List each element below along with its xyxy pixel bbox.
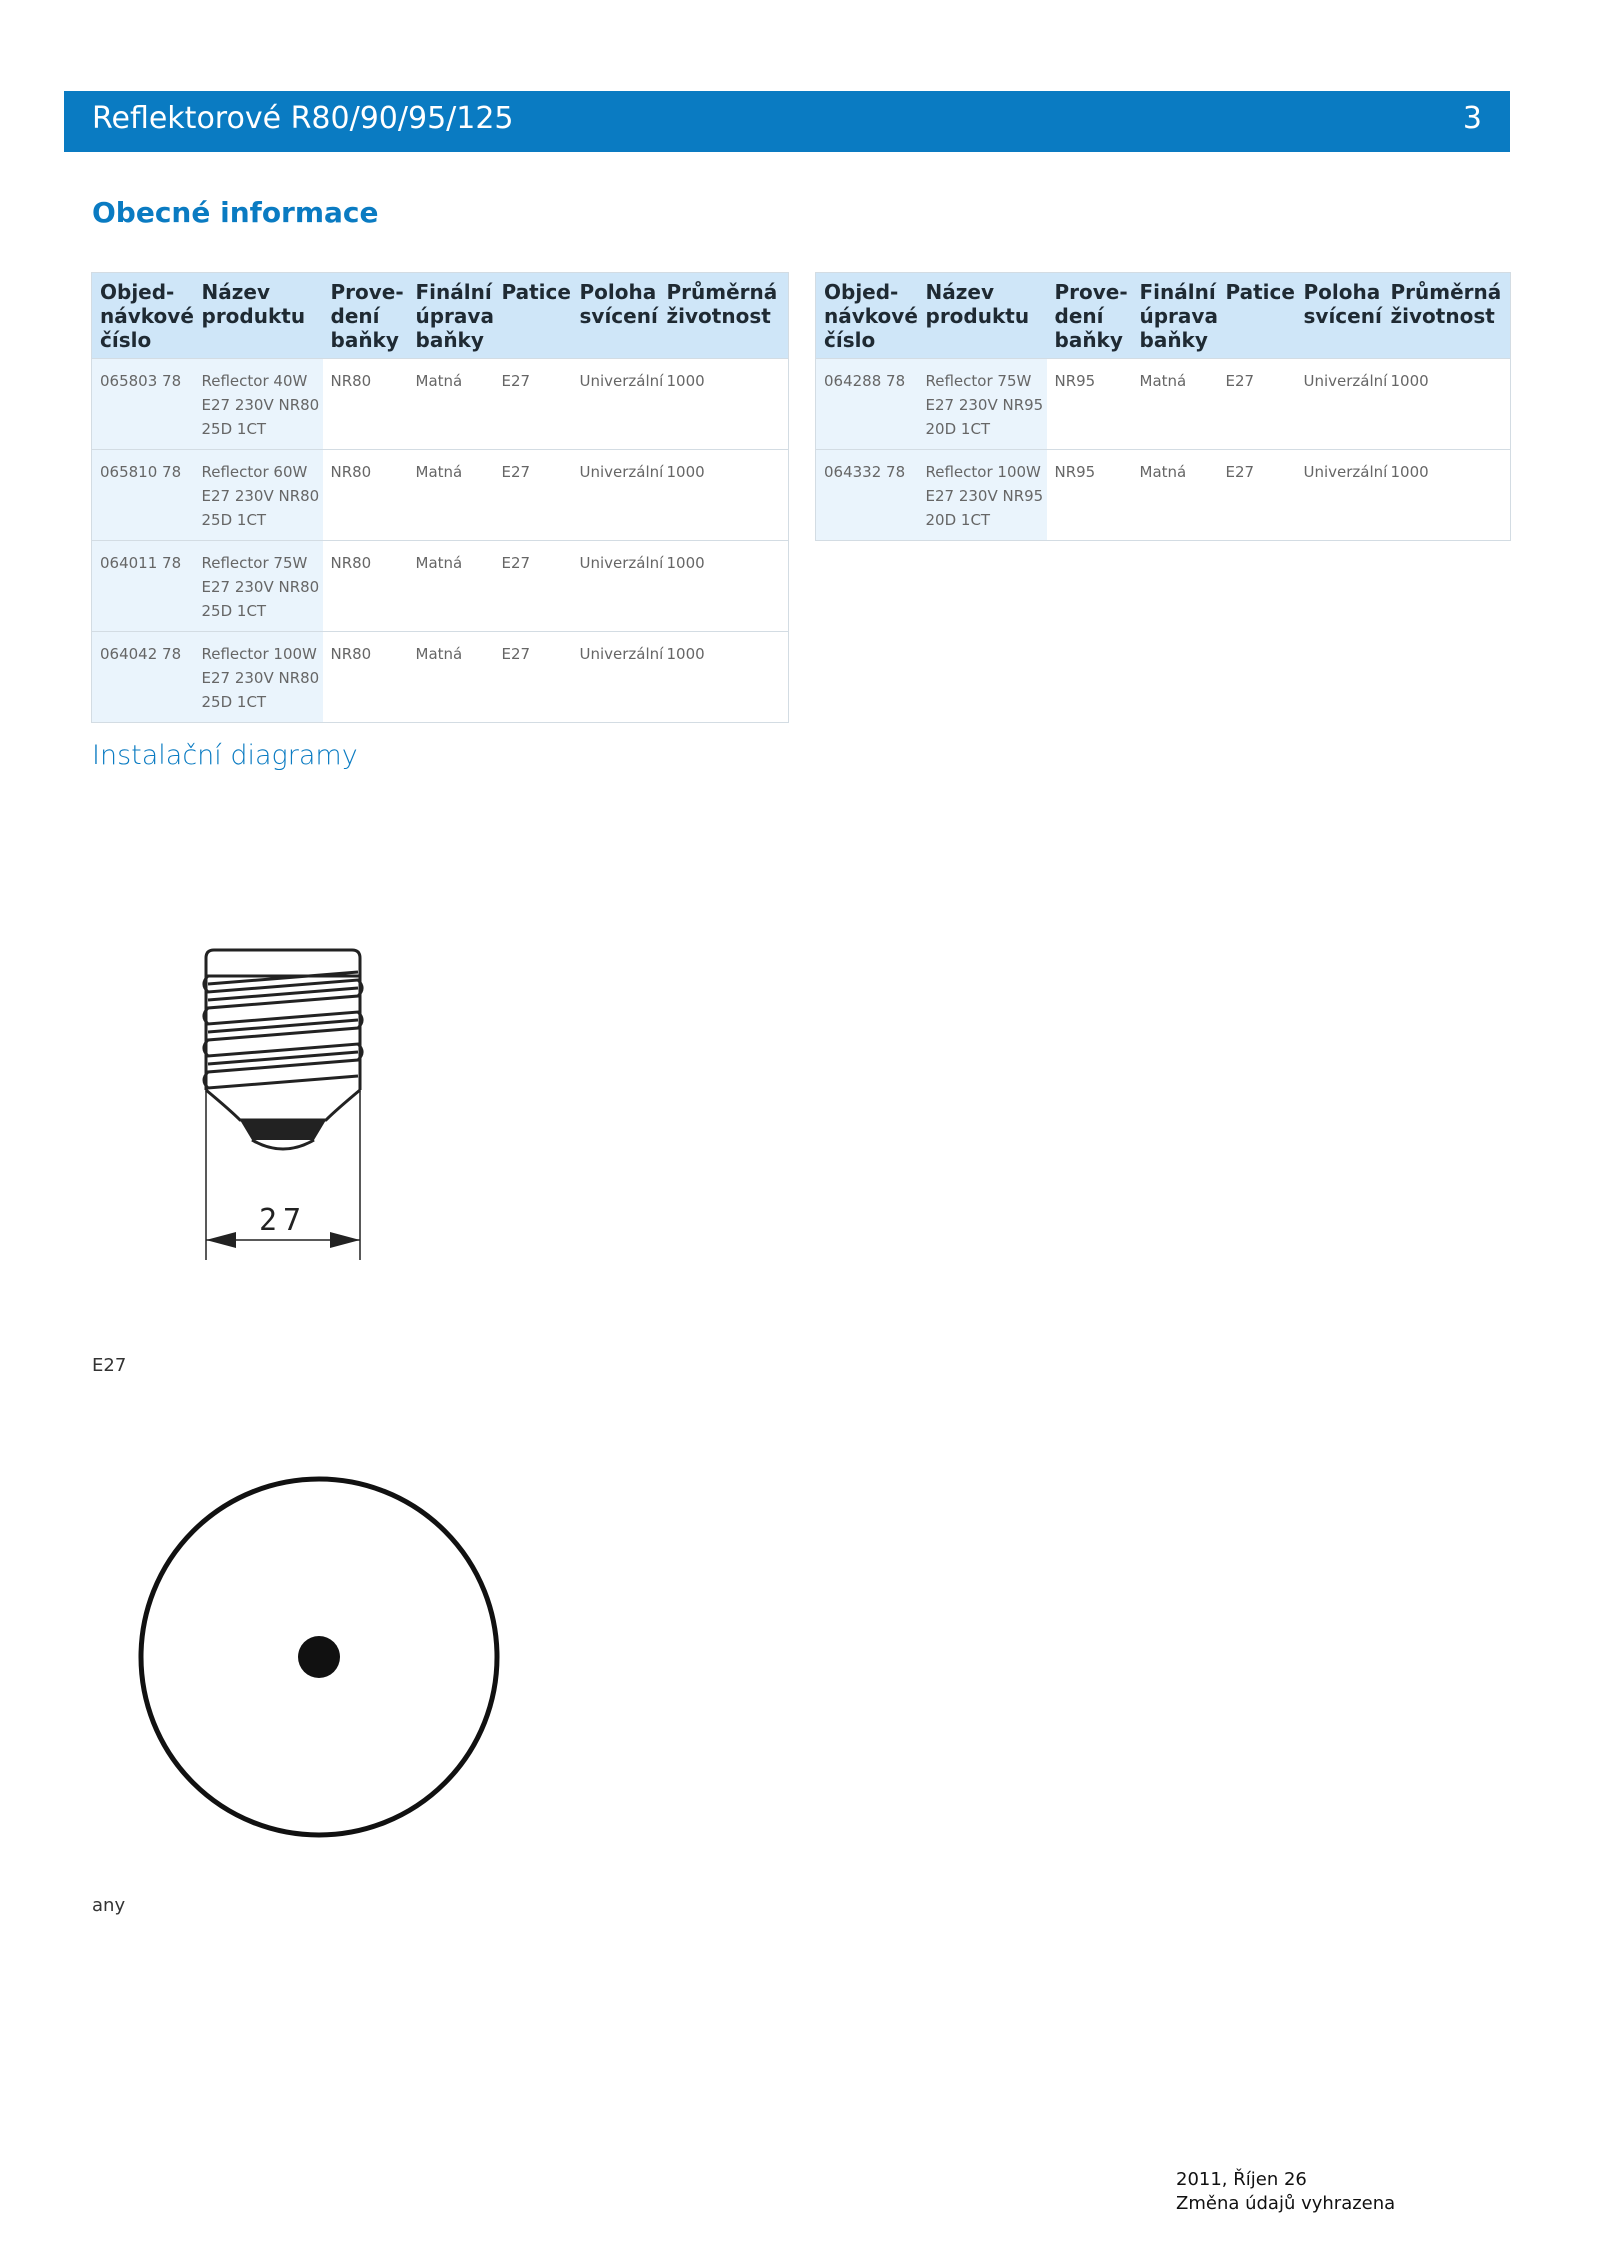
header-line: úprava xyxy=(415,304,494,328)
product-table-right xyxy=(815,272,1511,541)
header-line: Poloha xyxy=(579,280,657,304)
column-header-cap xyxy=(1218,273,1296,359)
cell-position: Univerzální xyxy=(1296,450,1383,541)
cell-cap: E27 xyxy=(494,359,572,450)
cell-line: E27 230V NR95 xyxy=(925,487,1044,505)
cell-life: 1000 xyxy=(659,450,789,541)
header-line: baňky xyxy=(415,328,484,352)
table-row xyxy=(92,632,789,723)
header-line: Název xyxy=(925,280,994,304)
cell-name xyxy=(194,359,323,450)
cell-line: 20D 1CT xyxy=(925,511,991,529)
cell-line: Reflector 40W xyxy=(201,372,308,390)
table-header-row xyxy=(92,273,789,359)
header-line: produktu xyxy=(201,304,306,328)
cell-name xyxy=(194,541,323,632)
cell-line: Reflector 75W xyxy=(201,554,308,572)
cell-order: 065803 78 xyxy=(92,359,194,450)
cell-line: 25D 1CT xyxy=(201,511,267,529)
page-number: 3 xyxy=(1462,101,1482,136)
column-header-cap xyxy=(494,273,572,359)
cell-name xyxy=(918,359,1047,450)
column-header-position xyxy=(572,273,659,359)
header-line: Prove- xyxy=(330,280,404,304)
diagrams-title: Instalační diagramy xyxy=(92,740,358,771)
cell-finish: Matná xyxy=(1132,359,1218,450)
cell-finish: Matná xyxy=(408,541,494,632)
cell-cap: E27 xyxy=(494,632,572,723)
cell-finish: Matná xyxy=(1132,450,1218,541)
column-header-name xyxy=(918,273,1047,359)
cell-line: 25D 1CT xyxy=(201,420,267,438)
header-line: dení xyxy=(1054,304,1104,328)
cell-design: NR80 xyxy=(323,450,408,541)
page-footer xyxy=(1176,2168,1395,2216)
cell-life: 1000 xyxy=(1383,450,1511,541)
cell-line: E27 230V NR80 xyxy=(201,396,320,414)
cell-line: Reflector 100W xyxy=(925,463,1041,481)
position-label: any xyxy=(92,1895,126,1916)
header-line: Finální xyxy=(1139,280,1216,304)
position-dot xyxy=(298,1636,340,1678)
header-line: Průměrná xyxy=(666,280,778,304)
cell-cap: E27 xyxy=(494,450,572,541)
cell-cap: E27 xyxy=(1218,450,1296,541)
cell-order: 064011 78 xyxy=(92,541,194,632)
cell-line: E27 230V NR80 xyxy=(201,578,320,596)
cell-order: 065810 78 xyxy=(92,450,194,541)
cell-life: 1000 xyxy=(659,359,789,450)
header-line: Objed- xyxy=(824,280,899,304)
table-row xyxy=(816,359,1511,450)
cell-life: 1000 xyxy=(1383,359,1511,450)
cell-name xyxy=(194,450,323,541)
cell-order: 064332 78 xyxy=(816,450,918,541)
column-header-design xyxy=(323,273,408,359)
column-header-life xyxy=(659,273,789,359)
cell-line: 20D 1CT xyxy=(925,420,991,438)
header-line: Poloha xyxy=(1303,280,1381,304)
table-row xyxy=(92,359,789,450)
footer-date: 2011, Říjen 26 xyxy=(1176,2169,1307,2190)
column-header-name xyxy=(194,273,323,359)
header-line: Objed- xyxy=(100,280,175,304)
cell-line: Reflector 100W xyxy=(201,645,317,663)
header-line: Finální xyxy=(415,280,492,304)
column-header-order xyxy=(92,273,194,359)
cell-position: Univerzální xyxy=(572,359,659,450)
header-line: Patice xyxy=(501,280,571,304)
cell-position: Univerzální xyxy=(1296,359,1383,450)
cell-finish: Matná xyxy=(408,632,494,723)
header-line: Název xyxy=(201,280,270,304)
cell-line: Reflector 60W xyxy=(201,463,308,481)
cell-finish: Matná xyxy=(408,450,494,541)
cell-line: E27 230V NR95 xyxy=(925,396,1044,414)
cell-design: NR80 xyxy=(323,541,408,632)
cell-design: NR95 xyxy=(1047,450,1132,541)
header-line: Patice xyxy=(1225,280,1295,304)
header-line: návkové xyxy=(824,304,918,328)
cell-line: 25D 1CT xyxy=(201,693,267,711)
cell-life: 1000 xyxy=(659,632,789,723)
header-line: baňky xyxy=(1139,328,1208,352)
header-line: baňky xyxy=(1054,328,1123,352)
header-line: baňky xyxy=(330,328,399,352)
product-table-left xyxy=(91,272,789,723)
burning-position-diagram xyxy=(130,1470,510,1850)
header-line: produktu xyxy=(925,304,1030,328)
header-line: životnost xyxy=(1390,304,1495,328)
header-line: číslo xyxy=(100,328,152,352)
cell-position: Univerzální xyxy=(572,450,659,541)
page-header xyxy=(64,91,1510,152)
cell-order: 064288 78 xyxy=(816,359,918,450)
cap-dimension: 27 xyxy=(258,1203,308,1238)
cell-design: NR80 xyxy=(323,632,408,723)
cell-cap: E27 xyxy=(494,541,572,632)
cell-line: E27 230V NR80 xyxy=(201,669,320,687)
column-header-position xyxy=(1296,273,1383,359)
cell-line: E27 230V NR80 xyxy=(201,487,320,505)
header-line: Průměrná xyxy=(1390,280,1502,304)
cell-line: Reflector 75W xyxy=(925,372,1032,390)
cell-finish: Matná xyxy=(408,359,494,450)
cell-order: 064042 78 xyxy=(92,632,194,723)
cell-position: Univerzální xyxy=(572,632,659,723)
cell-name xyxy=(194,632,323,723)
cell-line: 25D 1CT xyxy=(201,602,267,620)
cap-diagram xyxy=(190,940,390,1260)
header-line: Prove- xyxy=(1054,280,1128,304)
column-header-life xyxy=(1383,273,1511,359)
cell-life: 1000 xyxy=(659,541,789,632)
header-line: dení xyxy=(330,304,380,328)
column-header-design xyxy=(1047,273,1132,359)
header-line: návkové xyxy=(100,304,194,328)
header-line: svícení xyxy=(579,304,658,328)
document-title: Reflektorové R80/90/95/125 xyxy=(92,101,514,136)
cell-name xyxy=(918,450,1047,541)
cell-position: Univerzální xyxy=(572,541,659,632)
column-header-finish xyxy=(1132,273,1218,359)
cell-design: NR95 xyxy=(1047,359,1132,450)
footer-note: Změna údajů vyhrazena xyxy=(1176,2193,1396,2214)
header-line: svícení xyxy=(1303,304,1382,328)
section-title: Obecné informace xyxy=(92,196,379,229)
column-header-order xyxy=(816,273,918,359)
header-line: číslo xyxy=(824,328,876,352)
header-line: životnost xyxy=(666,304,771,328)
table-header-row xyxy=(816,273,1511,359)
cell-design: NR80 xyxy=(323,359,408,450)
cap-label: E27 xyxy=(92,1355,127,1376)
table-row xyxy=(816,450,1511,541)
cell-cap: E27 xyxy=(1218,359,1296,450)
column-header-finish xyxy=(408,273,494,359)
table-row xyxy=(92,541,789,632)
header-line: úprava xyxy=(1139,304,1218,328)
table-row xyxy=(92,450,789,541)
